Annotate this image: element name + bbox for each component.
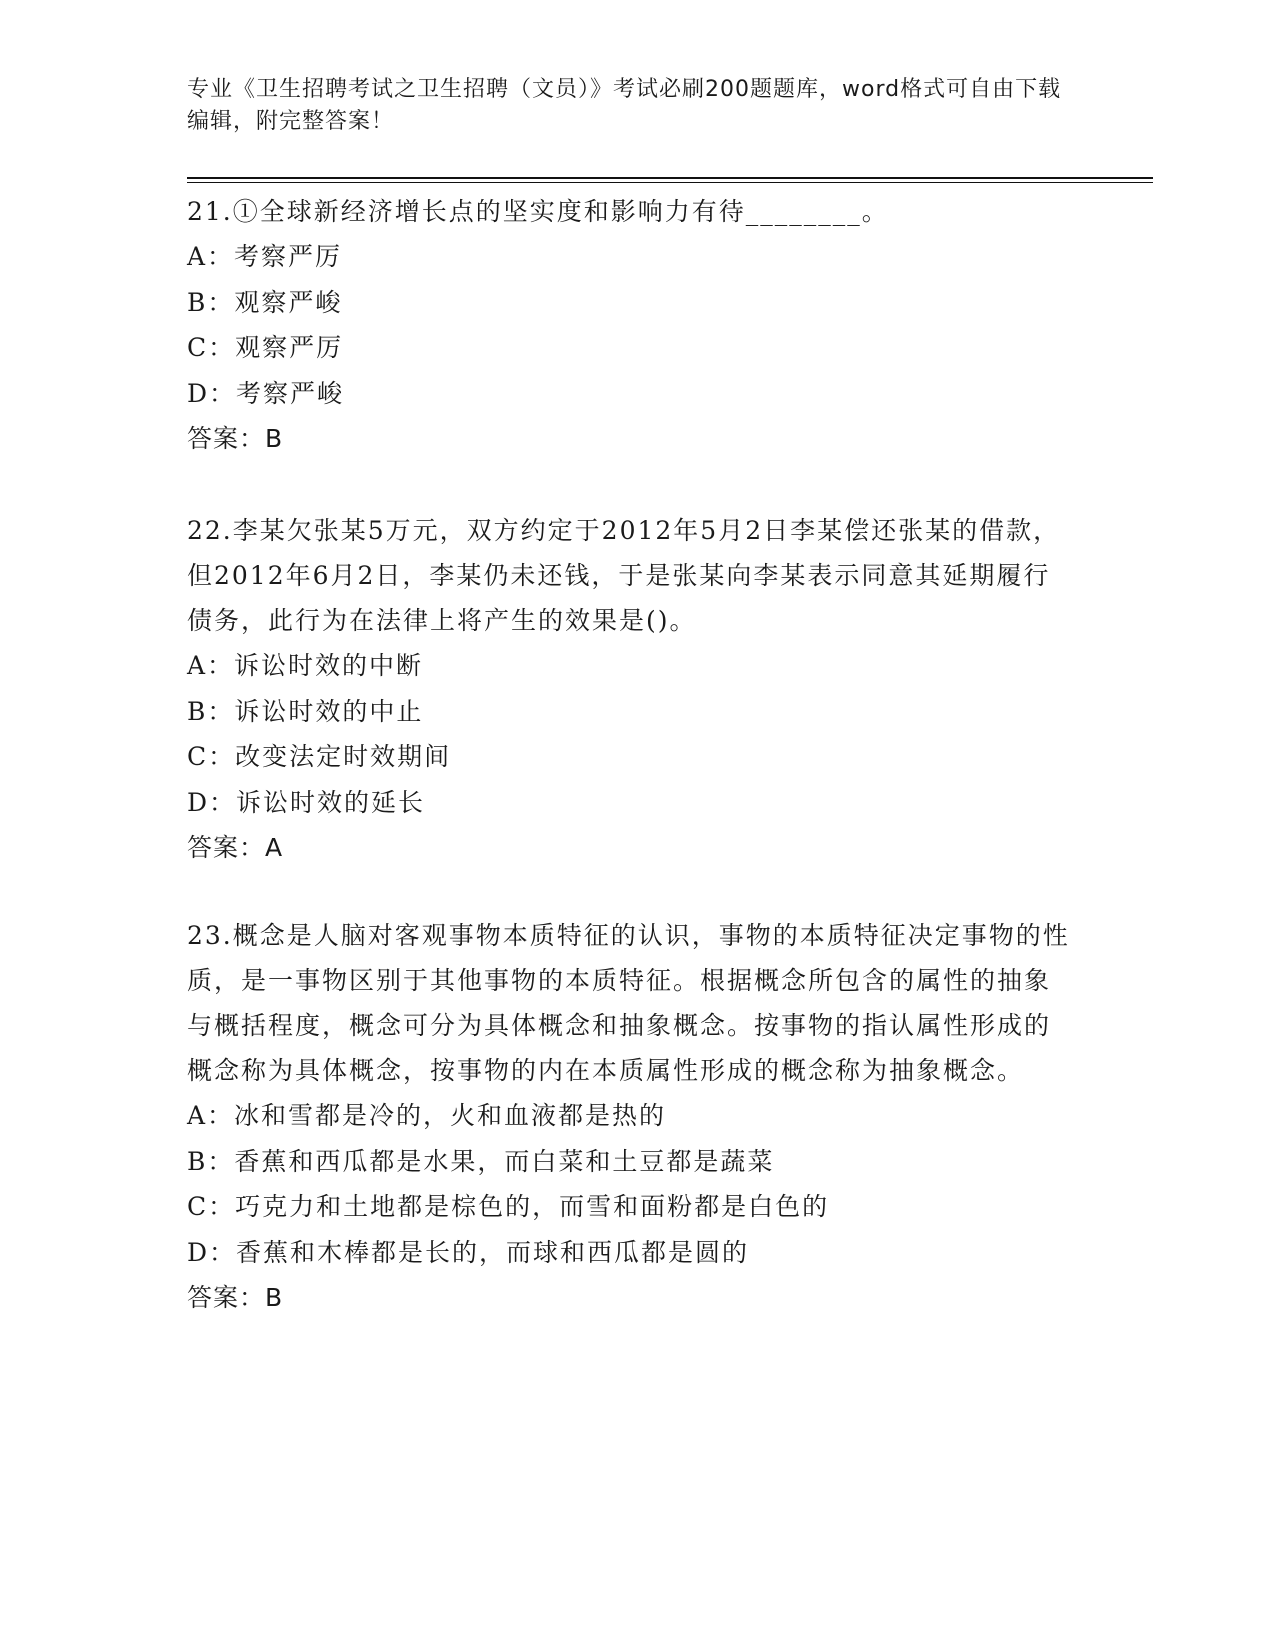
question-21: [187, 189, 1077, 461]
option-a: A：冰和雪都是冷的，火和血液都是热的: [187, 1101, 667, 1130]
document-header-intro: 专业《卫生招聘考试之卫生招聘（文员）》考试必刷200题题库，word格式可自由下载编辑，附完整答案！: [187, 77, 1062, 134]
option-c: C：巧克力和土地都是棕色的，而雪和面粉都是白色的: [187, 1192, 830, 1221]
option-d: D：香蕉和木棒都是长的，而球和西瓜都是圆的: [187, 1237, 750, 1267]
option-a: A：考察严厉: [187, 242, 343, 271]
header-divider-thin: [187, 182, 1153, 183]
question-22: [187, 508, 1077, 870]
option-a: A：诉讼时效的中断: [187, 651, 424, 680]
answer-line: 答案：B: [187, 1283, 284, 1312]
answer-line: 答案：B: [187, 424, 284, 453]
question-23: [187, 913, 1077, 1320]
option-b: B：香蕉和西瓜都是水果，而白菜和土豆都是蔬菜: [187, 1146, 775, 1176]
option-b: B：观察严峻: [187, 287, 343, 317]
option-c: C：观察严厉: [187, 333, 344, 362]
header-divider-thick: [187, 177, 1153, 179]
answer-line: 答案：A: [187, 833, 284, 862]
option-b: B：诉讼时效的中止: [187, 696, 424, 726]
question-stem: 22.李某欠张某5万元，双方约定于2012年5月2日李某偿还张某的借款，但2012年6月2日，李某仍未还钱，于是张某向李某表示同意其延期履行债务，此行为在法律上将产生的效果是()。: [187, 516, 1061, 635]
question-stem: 21.①全球新经济增长点的坚实度和影响力有待________。: [187, 197, 889, 226]
option-d: D：考察严峻: [187, 378, 345, 408]
option-d: D：诉讼时效的延长: [187, 787, 426, 817]
option-c: C：改变法定时效期间: [187, 742, 452, 771]
question-stem: 23.概念是人脑对客观事物本质特征的认识，事物的本质特征决定事物的性质，是一事物区别于其他事物的本质特征。根据概念所包含的属性的抽象与概括程度，概念可分为具体概念和抽象概念。按事物的指认属性形成的概念称为具体概念，按事物的内在本质属性形成的概念称为抽象概念。: [187, 921, 1070, 1085]
